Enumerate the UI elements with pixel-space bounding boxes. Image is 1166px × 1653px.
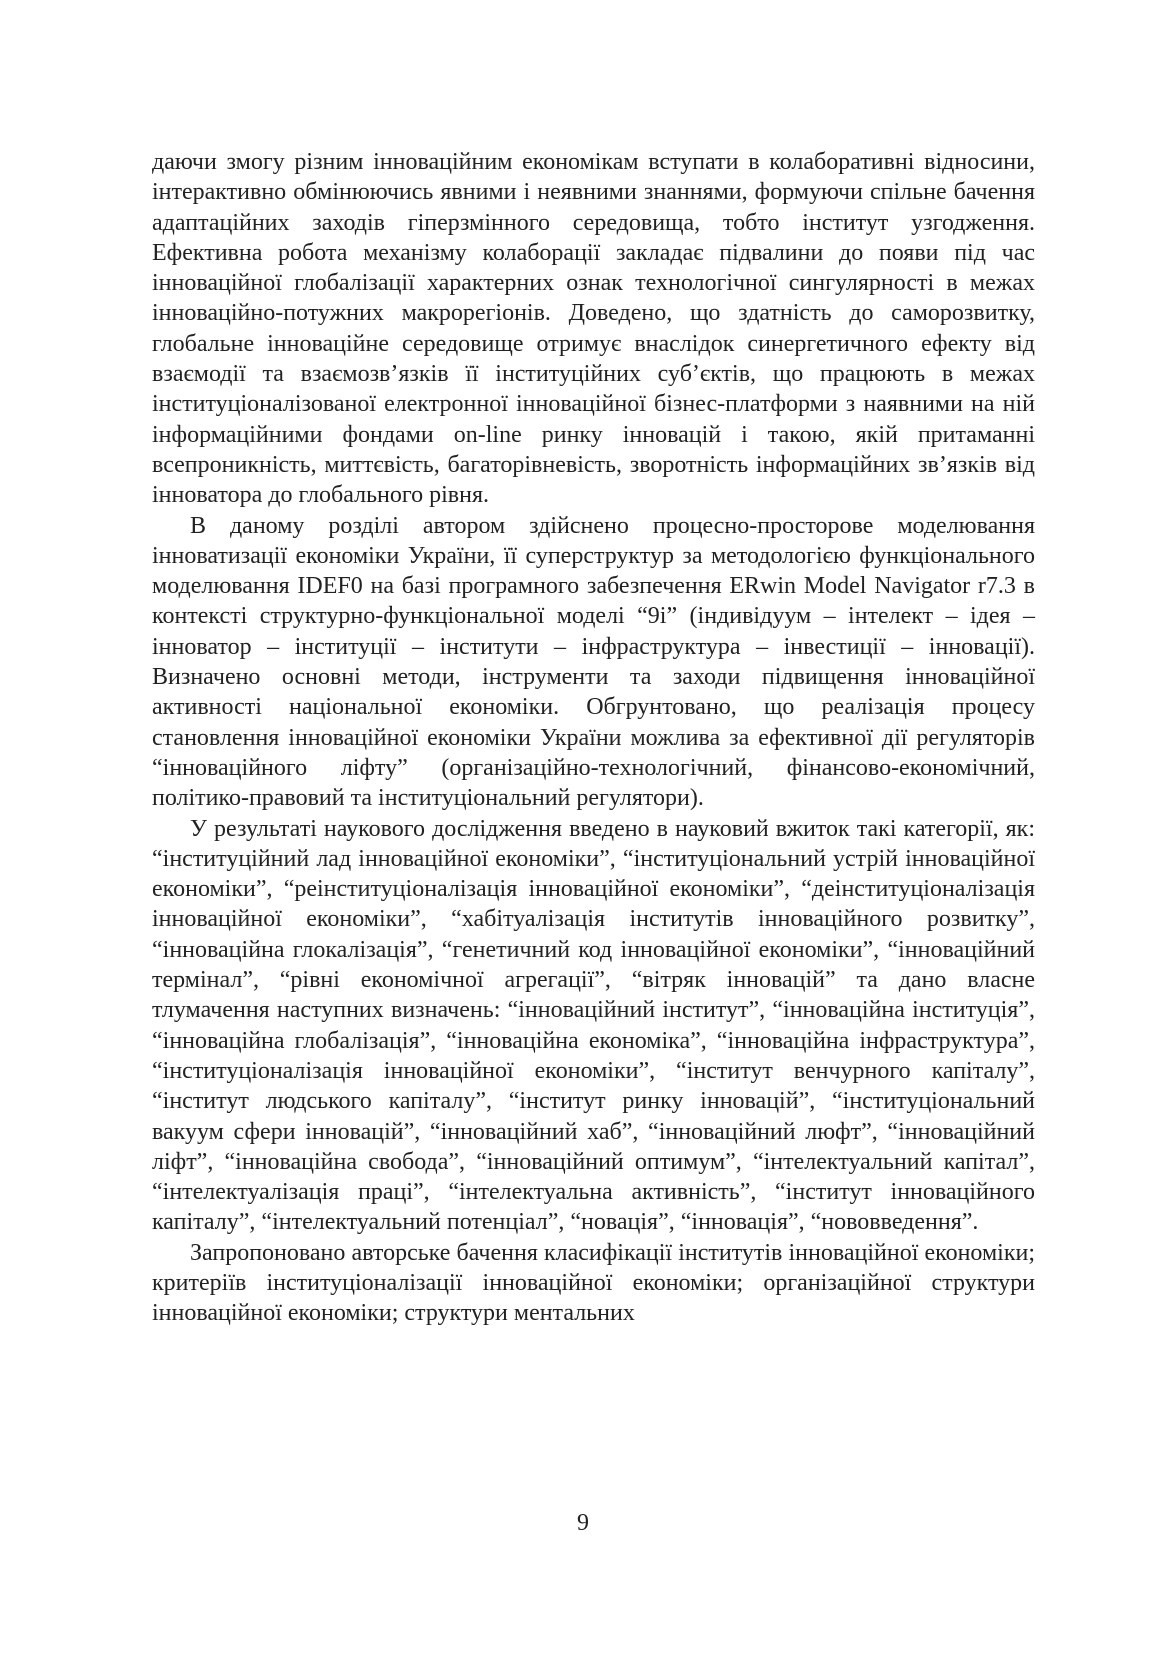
paragraph-classification: Запропоновано авторське бачення класифікації інститутів інноваційної економіки; критеріїв інституціоналізації інноваційної економіки; організаційної структури інноваційної економіки; структури ментальних	[152, 1239, 1035, 1327]
body-text	[152, 147, 1035, 1329]
paragraph-categories: У результаті наукового дослідження введено в науковий вжиток такі категорії, як: “інституційний лад інноваційної економіки”, “інституціональний устрій інноваційної економіки”, “реінституціоналізація інноваційної економіки”, “деінституціоналізація інноваційної економіки”, “хабітуалізація інститутів інноваційного розвитку”, “інноваційна глокалізація”, “генетичний код інноваційної економіки”, “інноваційний термінал”, “рівні економічної агрегації”, “вітряк інновацій” та дано власне тлумачення наступних визначень: “інноваційний інститут”, “інноваційна інституція”, “інноваційна глобалізація”, “інноваційна економіка”, “інноваційна інфраструктура”, “інституціоналізація інноваційної економіки”, “інститут венчурного капіталу”, “інститут людського капіталу”, “інститут ринку інновацій”, “інституціональний вакуум сфери інновацій”, “інноваційний хаб”, “інноваційний люфт”, “інноваційний ліфт”, “інноваційна свобода”, “інноваційний оптимум”, “інтелектуальний капітал”, “інтелектуалізація праці”, “інтелектуальна активність”, “інститут інноваційного капіталу”, “інтелектуальний потенціал”, “новація”, “інновація”, “нововведення”.	[152, 815, 1035, 1236]
paragraph-continuation: даючи змогу різним інноваційним економікам вступати в колаборативні відносини, інтерактивно обмінюючись явними і неявними знаннями, формуючи спільне бачення адаптаційних заходів гіперзмінного середовища, тобто інститут узгодження. Ефективна робота механізму колаборації закладає підвалини до появи під час інноваційної глобалізації характерних ознак технологічної сингулярності в межах інноваційно-потужних макрорегіонів. Доведено, що здатність до саморозвитку, глобальне інноваційне середовище отримує внаслідок синергетичного ефекту від взаємодії та взаємозв’язків її інституційних суб’єктів, що працюють в межах інституціоналізованої електронної інноваційної бізнес-платформи з наявними на ній інформаційними фондами on-line ринку інновацій і такою, якій притаманні всепроникність, миттєвість, багаторівневість, зворотність інформаційних зв’язків від інноватора до глобального рівня.	[152, 149, 1035, 509]
paragraph-modeling: В даному розділі автором здійснено процесно-просторове моделювання інноватизації економіки України, її суперструктур за методологією функціонального моделювання IDEF0 на базі програмного забезпечення ERwin Model Navigator r7.3 в контексті структурно-функціональної моделі “9і” (індивідуум – інтелект – ідея – інноватор – інституції – інститути – інфраструктура – інвестиції – інновації). Визначено основні методи, інструменти та заходи підвищення інноваційної активності національної економіки. Обгрунтовано, що реалізація процесу становлення інноваційної економіки України можлива за ефективної дії регуляторів “інноваційного ліфту” (організаційно-технологічний, фінансово-економічний, політико-правовий та інституціональний регулятори).	[152, 512, 1035, 812]
page-number: 9	[577, 1510, 589, 1536]
